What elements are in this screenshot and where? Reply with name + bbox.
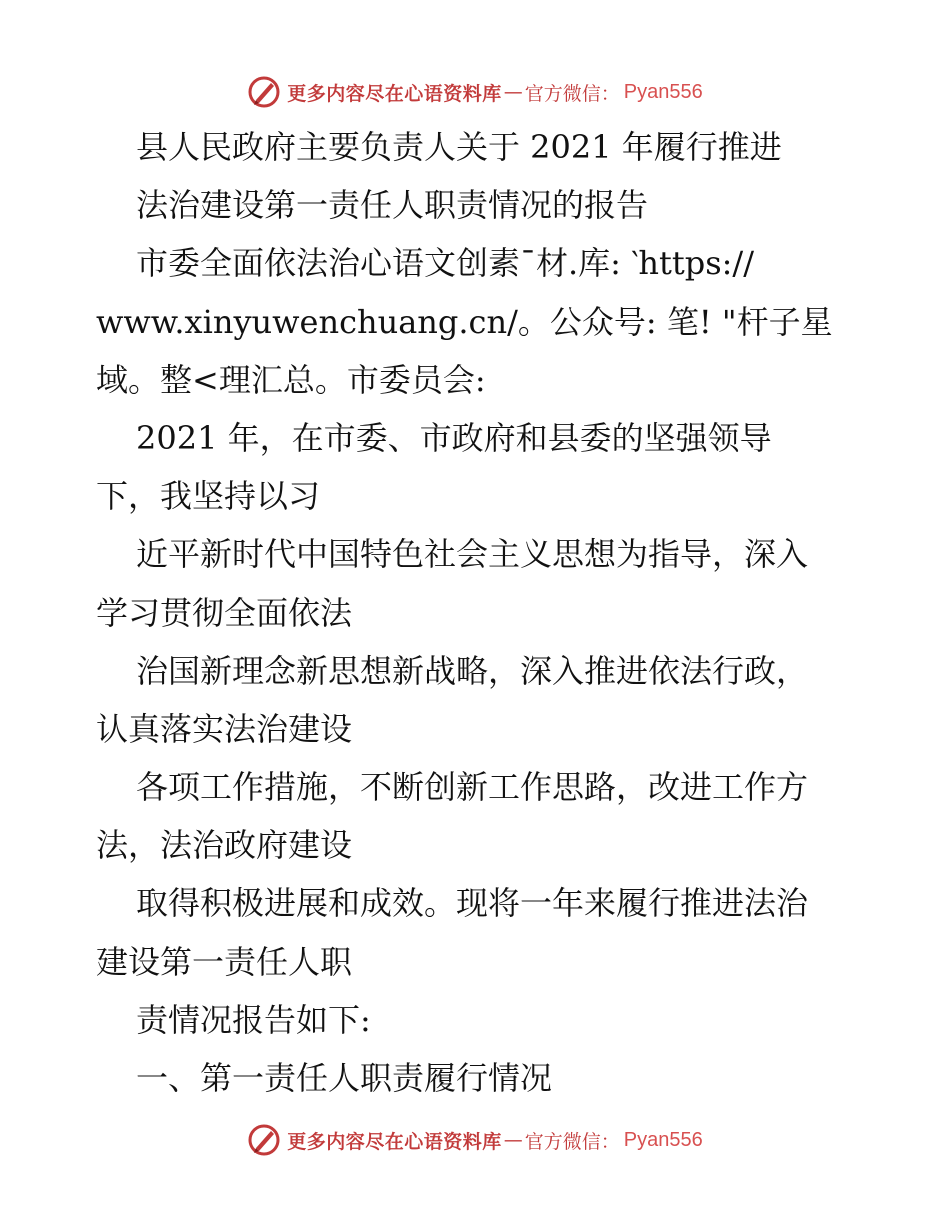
footer-banner <box>0 1120 950 1160</box>
banner-text: 更多内容尽在心语资料库 <box>287 82 502 105</box>
document-line: 域。整<理汇总。市委员会: <box>96 360 486 399</box>
banner-separator: — <box>503 81 523 103</box>
document-line: 取得积极进展和成效。现将一年来履行推进法治 <box>136 884 809 923</box>
banner-separator: — <box>503 1129 523 1151</box>
banner-label: 官方微信： <box>524 82 620 105</box>
banner-text: 更多内容尽在心语资料库 <box>287 1130 502 1153</box>
header-banner <box>0 72 950 112</box>
document-line: 法，法治政府建设 <box>96 826 353 865</box>
document-line: 法治建设第一责任人职责情况的报告 <box>136 186 649 225</box>
document-line: 2021 年，在市委、市政府和县委的坚强领导 <box>136 418 772 457</box>
document-line: 各项工作措施，不断创新工作思路，改进工作方 <box>136 768 809 807</box>
document-line: www.xinyuwenchuang.cn/。公众号: 笔! "杆子星 <box>96 302 833 341</box>
banner-label: 官方微信： <box>524 1130 620 1153</box>
document-line: 责情况报告如下: <box>136 1000 371 1039</box>
pen-logo-icon <box>247 75 281 109</box>
document-line: 近平新时代中国特色社会主义思想为指导，深入 <box>136 535 809 574</box>
document-line: 治国新理念新思想新战略，深入推进依法行政， <box>136 651 809 690</box>
document-line: 学习贯彻全面依法 <box>96 593 353 632</box>
pen-logo-icon <box>247 1123 281 1157</box>
document-line: 认真落实法治建设 <box>96 709 353 748</box>
document-line: 一、第一责任人职责履行情况 <box>136 1059 553 1097</box>
document-body <box>96 118 866 1107</box>
banner-handle: Pyan556 <box>623 1128 703 1151</box>
document-line: 县人民政府主要负责人关于 2021 年履行推进 <box>136 128 782 166</box>
document-line: 建设第一责任人职 <box>96 942 353 981</box>
document-line: 下，我坚持以习 <box>96 477 321 516</box>
banner-handle: Pyan556 <box>623 80 703 103</box>
document-line: 市委全面依法治心语文创素¯材.库: ‵https:// <box>136 244 754 283</box>
